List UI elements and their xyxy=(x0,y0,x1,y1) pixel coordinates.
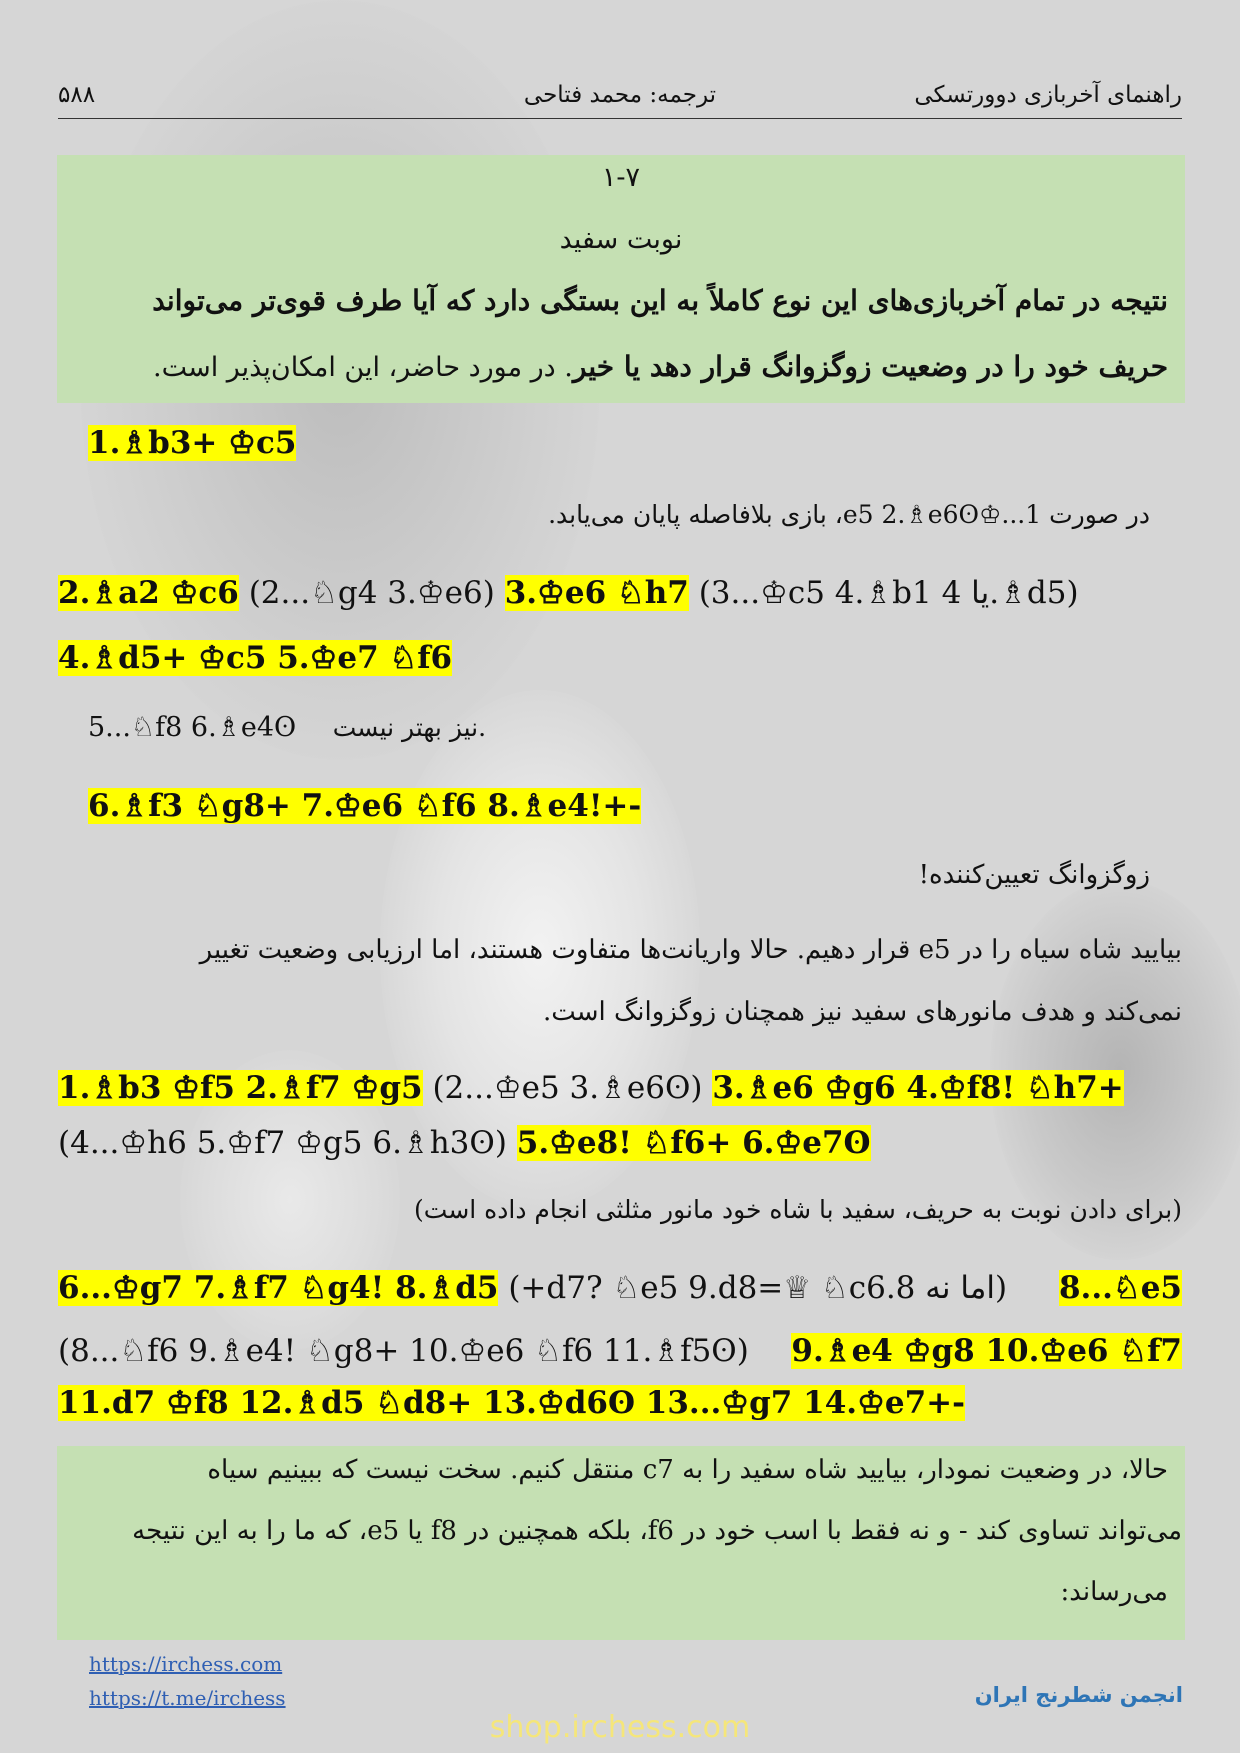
variation: (8...♘f6 9.♗e4! ♘g8+ 10.♔e6 ♘f6 11.♗f5ʘ) xyxy=(58,1333,749,1369)
translator-credit: ترجمه: محمد فتاحی xyxy=(523,82,717,108)
variation: (اما نه 8.d7? ♘e5 9.d8=♕ ♘c6+) xyxy=(508,1270,1008,1306)
move-line-2 xyxy=(58,575,1182,611)
book-title: راهنمای آخربازی دوورتسکی xyxy=(914,82,1182,108)
move-line-1 xyxy=(88,425,296,461)
comment-moves: 5...♘f8 6.♗e4ʘ xyxy=(88,712,297,743)
main-move: 8...♘e5 xyxy=(1058,1270,1182,1306)
comment-1: در صورت 1...♔e5 2.♗e6ʘ، بازی بلافاصله پایان می‌یابد. xyxy=(548,500,1150,529)
move-line-5 xyxy=(58,1070,1182,1106)
main-move: 5.♔e8! ♘f6+ 6.♔e7ʘ xyxy=(516,1125,871,1161)
move-line-3 xyxy=(58,640,1182,676)
main-move: 4.♗d5+ ♔c5 5.♔e7 ♘f6 xyxy=(58,640,453,676)
main-move: 6...♔g7 7.♗f7 ♘g4! 8.♗d5 xyxy=(58,1270,499,1306)
main-move: 6.♗f3 ♘g8+ 7.♔e6 ♘f6 8.♗e4!+- xyxy=(88,788,642,824)
section-paragraph-line1: بیایید شاه سیاه را در e5 قرار دهیم. حالا واریانت‌ها متفاوت هستند، اما ارزیابی وضعیت تغییر xyxy=(199,935,1182,965)
move-line-6 xyxy=(58,1125,1182,1161)
diagram-number: ۱-۷ xyxy=(601,162,641,193)
conclusion-line2: می‌تواند تساوی کند - و نه فقط با اسب خود در f6، بلکه همچنین در f8 یا e5، که ما را به این نتیجه xyxy=(132,1516,1182,1546)
variation: (4...♔h6 5.♔f7 ♔g5 6.♗h3ʘ) xyxy=(58,1125,507,1161)
intro-paragraph-line2 xyxy=(153,350,1168,383)
comment-2 xyxy=(88,712,486,743)
main-move: 11.d7 ♔f8 12.♗d5 ♘d8+ 13.♔d6ʘ 13...♔g7 14.♔e7+- xyxy=(58,1385,965,1421)
main-move: 9.♗e4 ♔g8 10.♔e6 ♘f7 xyxy=(791,1333,1182,1369)
website-link[interactable]: https://irchess.com xyxy=(89,1652,283,1676)
main-move: 1.♗b3+ ♔c5 xyxy=(88,425,297,461)
main-move: 1.♗b3 ♔f5 2.♗f7 ♔g5 xyxy=(58,1070,423,1106)
main-move: 2.♗a2 ♔c6 xyxy=(58,575,239,611)
section-title: زوگزوانگ تعیین‌کننده! xyxy=(918,860,1150,890)
move-line-9 xyxy=(58,1385,1182,1421)
intro-bold-tail: حریف خود را در وضعیت زوگزوانگ قرار دهد یا خیر xyxy=(572,350,1168,383)
page-number: ۵۸۸ xyxy=(58,82,96,108)
variation: (3...♔c5 4.♗b1 یا 4.♗d5) xyxy=(698,575,1079,611)
shop-watermark: shop.irchess.com xyxy=(489,1710,751,1745)
move-line-8 xyxy=(58,1333,1182,1369)
main-move: 3.♗e6 ♔g6 4.♔f8! ♘h7+ xyxy=(712,1070,1124,1106)
page-header xyxy=(58,78,1182,119)
move-line-7 xyxy=(58,1270,1182,1306)
conclusion-line3: می‌رساند: xyxy=(1060,1577,1168,1607)
variation: (2...♔e5 3.♗e6ʘ) xyxy=(432,1070,703,1106)
move-line-4 xyxy=(88,788,641,824)
section-paragraph-line2: نمی‌کند و هدف مانورهای سفید نیز همچنان زوگزوانگ است. xyxy=(542,997,1182,1027)
side-to-move: نوبت سفید xyxy=(559,224,683,255)
maneuver-note: (برای دادن نوبت به حریف، سفید با شاه خود مانور مثلثی انجام داده است) xyxy=(414,1195,1182,1224)
intro-plain-tail: . در مورد حاضر، این امکان‌پذیر است. xyxy=(152,352,573,383)
telegram-link[interactable]: https://t.me/irchess xyxy=(89,1686,286,1710)
intro-paragraph-line1: نتیجه در تمام آخربازی‌های این نوع کاملاً به این بستگی دارد که آیا طرف قوی‌تر می‌تواند xyxy=(152,284,1168,317)
main-move: 3.♔e6 ♘h7 xyxy=(504,575,689,611)
organization-name: انجمن شطرنج ایران xyxy=(974,1683,1183,1707)
variation: (2...♘g4 3.♔e6) xyxy=(248,575,495,611)
comment-text: نیز بهتر نیست. xyxy=(332,713,487,742)
conclusion-line1: حالا، در وضعیت نمودار، بیایید شاه سفید را به c7 منتقل کنیم. سخت نیست که ببینیم سیاه xyxy=(207,1455,1168,1485)
